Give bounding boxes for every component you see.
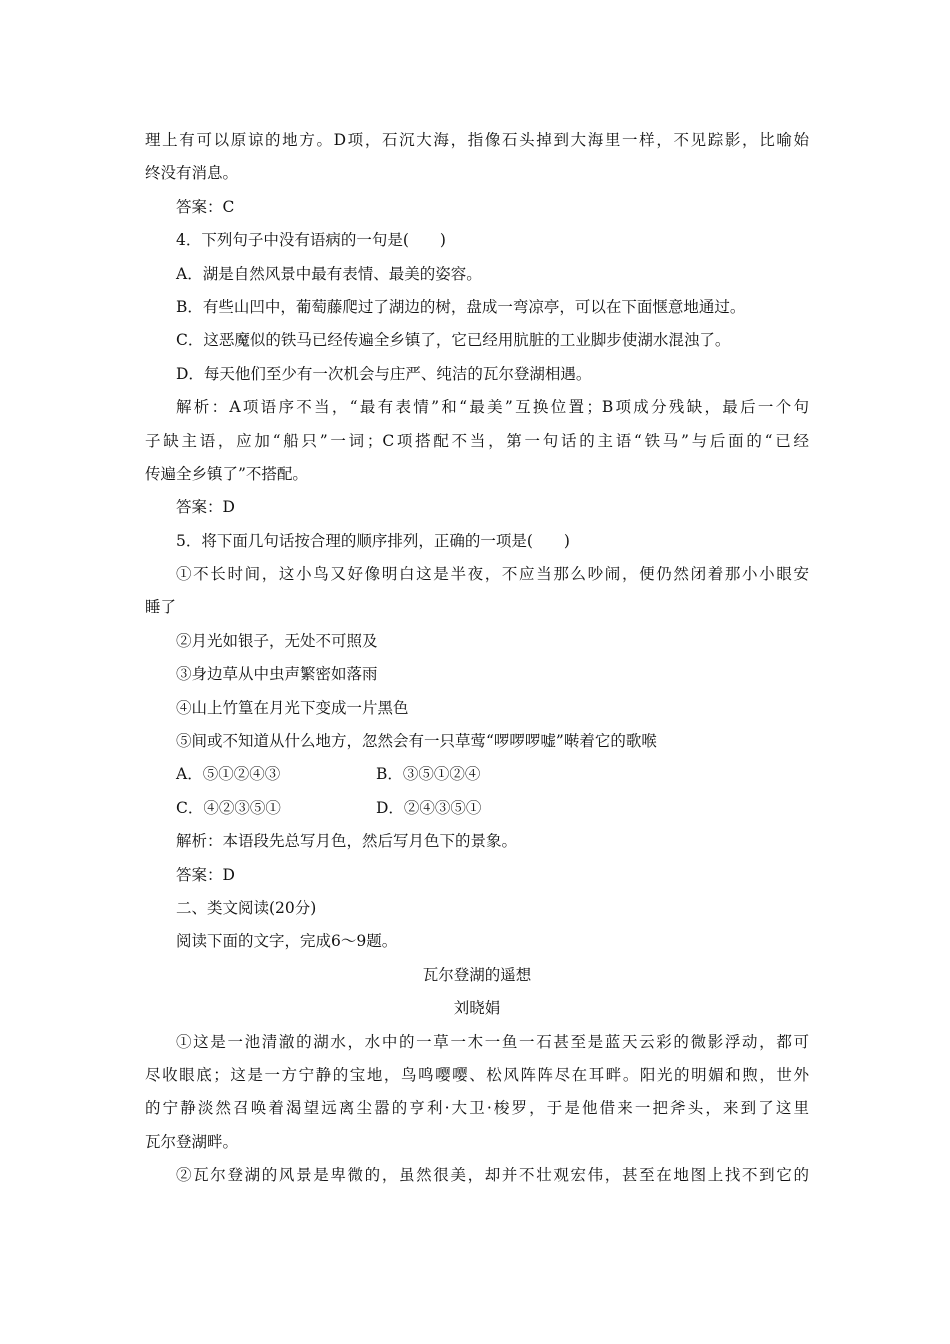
- sentence-item-1-cont: 睡了: [145, 598, 177, 617]
- article-paragraph-line: 瓦尔登湖畔。: [145, 1132, 239, 1151]
- options-row-ab: [145, 758, 809, 791]
- article-author: 刘晓娟: [453, 999, 501, 1018]
- option-d: D．每天他们至少有一次机会与庄严、纯洁的瓦尔登湖相遇。: [176, 364, 592, 383]
- analysis-line: 解析：本语段先总写月色，然后写月色下的景象。: [176, 832, 518, 851]
- article-paragraph-line: ②瓦尔登湖的风景是卑微的，虽然很美，却并不壮观宏伟，甚至在地图上找不到它的: [176, 1166, 809, 1185]
- sentence-item-2: ②月光如银子，无处不可照及: [176, 631, 378, 650]
- analysis-line: 子缺主语，应加“船只”一词；C项搭配不当，第一句话的主语“铁马”与后面的“已经: [145, 431, 809, 450]
- paragraph-line: 理上有可以原谅的地方。D项，石沉大海，指像石头掉到大海里一样，不见踪影，比喻始: [145, 131, 809, 149]
- sentence-item-4: ④山上竹篁在月光下变成一片黑色: [176, 698, 409, 717]
- option-a: A．湖是自然风景中最有表情、最美的姿容。: [176, 264, 482, 283]
- option-c: C．这恶魔似的铁马已经传遍全乡镇了，它已经用肮脏的工业脚步使湖水混浊了。: [176, 331, 731, 350]
- article-paragraph-line: ①这是一池清澈的湖水，水中的一草一木一鱼一石甚至是蓝天云彩的微影浮动，都可: [176, 1032, 809, 1051]
- paragraph-line: 终没有消息。: [145, 164, 239, 183]
- answer-line: 答案：C: [176, 197, 235, 216]
- article-paragraph-line: 的宁静淡然召唤着渴望远离尘嚣的亨利·大卫·梭罗，于是他借来一把斧头，来到了这里: [145, 1099, 809, 1118]
- option-c: C．④②③⑤①: [176, 798, 281, 817]
- article-title: 瓦尔登湖的遥想: [422, 965, 532, 984]
- answer-line: 答案：D: [176, 498, 235, 517]
- article-paragraph-line: 尽收眼底；这是一方宁静的宝地，鸟鸣嘤嘤、松风阵阵尽在耳畔。阳光的明媚和煦，世外: [145, 1065, 809, 1084]
- reading-instruction: 阅读下面的文字，完成6～9题。: [176, 932, 398, 951]
- section-heading: 二、类文阅读(20分): [176, 898, 317, 917]
- option-b: B．③⑤①②④: [376, 765, 481, 784]
- sentence-item-5: ⑤间或不知道从什么地方，忽然会有一只草莺“啰啰啰嘘”啭着它的歌喉: [176, 732, 657, 751]
- question-4: 4．下列句子中没有语病的一句是( ): [176, 231, 446, 250]
- analysis-line: 传遍全乡镇了”不搭配。: [145, 464, 308, 483]
- sentence-item-1: ①不长时间，这小鸟又好像明白这是半夜，不应当那么吵闹，便仍然闭着那小小眼安: [176, 565, 809, 584]
- options-row-cd: [145, 792, 809, 825]
- option-d: D．②④③⑤①: [376, 798, 482, 817]
- sentence-item-3: ③身边草从中虫声繁密如落雨: [176, 665, 378, 684]
- document-body: [145, 124, 809, 1193]
- option-a: A．⑤①②④③: [176, 765, 281, 784]
- option-b: B．有些山凹中，葡萄藤爬过了湖边的树，盘成一弯凉亭，可以在下面惬意地通过。: [176, 297, 746, 316]
- analysis-line: 解析：A项语序不当，“最有表情”和“最美”互换位置；B项成分残缺，最后一个句: [176, 398, 809, 417]
- answer-line: 答案：D: [176, 865, 235, 884]
- question-5: 5．将下面几句话按合理的顺序排列，正确的一项是( ): [176, 531, 570, 550]
